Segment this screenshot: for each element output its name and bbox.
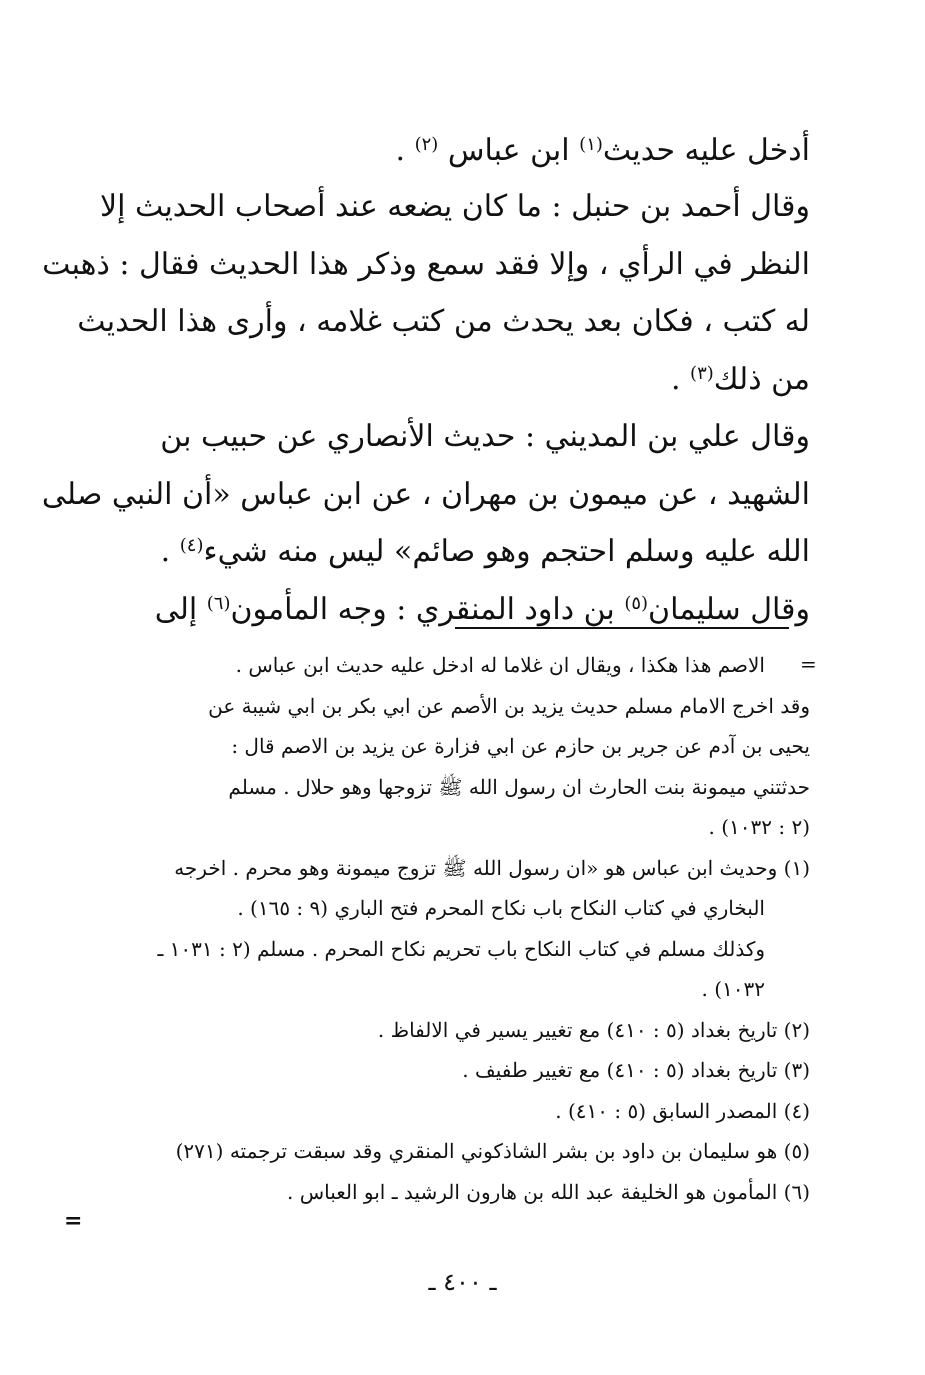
body-line-5	[95, 351, 810, 409]
body-text-segment: .	[160, 534, 180, 569]
body-line-2: وقال أحمد بن حنبل : ما كان يضعه عند أصحاب الحديث إلا	[100, 189, 810, 224]
margin-mark: =	[64, 1208, 83, 1234]
body-line-6: وقال علي بن المديني : حديث الأنصاري عن حبيب بن	[160, 419, 810, 454]
body-line-1	[95, 122, 810, 178]
footnote-1-continued: وكذلك مسلم في كتاب النكاح باب تحريم نكاح المحرم . مسلم (٢ : ١٠٣١ ـ	[157, 936, 765, 961]
body-text-segment: وقال سليمان	[648, 591, 810, 627]
main-text	[41, 122, 810, 638]
footnote-6: (٦) المأمون هو الخليفة عبد الله بن هارون الرشيد ـ ابو العباس .	[286, 1179, 810, 1204]
footnote-continued-line: الاصم هذا هكذا ، ويقال ان غلاما له ادخل عليه حديث ابن عباس .	[235, 653, 765, 677]
body-text-segment: .	[670, 361, 691, 397]
body-text-segment: الله عليه وسلم احتجم وهو صائم» ليس منه شيء	[203, 534, 810, 569]
footnote-continued-line: وقد اخرج الامام مسلم حديث يزيد بن الأصم عن ابي بكر بن ابي شيبة عن	[208, 693, 810, 718]
body-line-4: له كتب ، فكان بعد يحدث من كتب غلامه ، وأرى هذا الحديث	[77, 304, 810, 339]
footnote-2: (٢) تاريخ بغداد (٥ : ٤١٠) مع تغيير يسير في الالفاظ .	[377, 1017, 810, 1042]
footnote-continued-line: (٢ : ١٠٣٢) .	[708, 815, 810, 839]
body-line-3: النظر في الرأي ، وإلا فقد سمع وذكر هذا الحديث فقال : ذهبت	[42, 246, 810, 282]
body-line-7: الشهيد ، عن ميمون بن مهران ، عن ابن عباس «أن النبي صلى	[41, 476, 810, 512]
body-text-segment: أدخل عليه حديث	[602, 133, 810, 168]
body-text-segment: بن داود المنقري : وجه المأمون	[230, 591, 625, 627]
body-text-segment: .	[395, 133, 415, 168]
footnote-3: (٣) تاريخ بغداد (٥ : ٤١٠) مع تغيير طفيف .	[462, 1058, 810, 1082]
footnote-continued-line: يحيى بن آدم عن جرير بن حازم عن ابي فزارة عن يزيد بن الاصم قال :	[231, 734, 810, 758]
footnote-1-continued: ١٠٣٢) .	[701, 977, 765, 1001]
footnote-ref-5: (٥)	[624, 592, 649, 614]
page-number: ـ ٤٠٠ ـ	[428, 1268, 497, 1296]
body-text-segment: من ذلك	[713, 361, 810, 397]
footnote-ref-1: (١)	[579, 134, 603, 155]
body-line-9	[95, 581, 810, 639]
footnotes	[100, 645, 810, 1212]
body-line-8	[95, 523, 810, 581]
footnote-4: (٤) المصدر السابق (٥ : ٤١٠) .	[555, 1098, 810, 1123]
continuation-mark: =	[800, 652, 817, 676]
footnote-ref-4: (٤)	[179, 535, 204, 556]
body-text-segment: ابن عباس	[438, 133, 580, 168]
footnote-1-continued: البخاري في كتاب النكاح باب نكاح المحرم فتح الباري (٩ : ١٦٥) .	[237, 896, 765, 920]
footnote-1: (١) وحديث ابن عباس هو «ان رسول الله ﷺ تزوج ميمونة وهو محرم . اخرجه	[174, 855, 810, 880]
footnote-separator	[455, 627, 789, 629]
footnote-continued-line: حدثتني ميمونة بنت الحارث ان رسول الله ﷺ تزوجها وهو حلال . مسلم	[228, 774, 810, 799]
body-text-segment: إلى	[154, 591, 207, 627]
footnote-ref-3: (٣)	[690, 362, 714, 384]
footnote-ref-6: (٦)	[206, 592, 231, 614]
footnote-5: (٥) هو سليمان بن داود بن بشر الشاذكوني المنقري وقد سبقت ترجمته (٢٧١)	[175, 1139, 810, 1163]
footnote-ref-2: (٢)	[414, 134, 439, 155]
